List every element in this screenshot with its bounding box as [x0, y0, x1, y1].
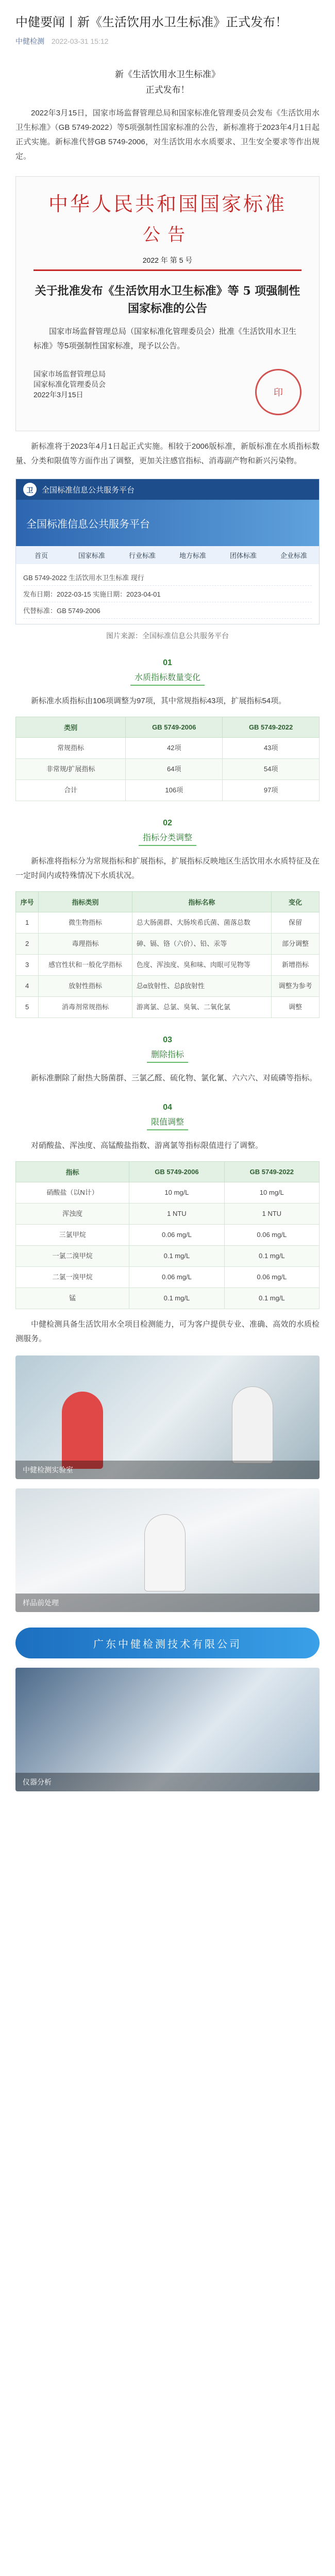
photo-caption: 中健检测实验室	[15, 1461, 320, 1479]
section-label: 指标分类调整	[139, 831, 196, 846]
section-intro: 新标准将指标分为常规指标和扩展指标，扩展指标反映地区生活饮用水水质特征及在一定时间内或特殊情况下水质状况。	[15, 857, 320, 880]
site-banner: 全国标准信息公共服务平台	[16, 500, 319, 546]
technician-figure	[144, 1514, 186, 1591]
article-meta	[15, 36, 320, 46]
table-header: GB 5749-2006	[129, 1162, 224, 1182]
section-number: 01	[163, 658, 172, 667]
notice-kind: 公告	[143, 225, 192, 245]
limit-change-table	[15, 1161, 320, 1309]
section-intro: 新标准删除了耐热大肠菌群、三氯乙醛、硫化物、氯化氰、六六六、对硫磷等指标。	[31, 1074, 317, 1082]
lab-photo	[15, 1355, 320, 1479]
table-header: 指标名称	[132, 892, 271, 912]
notice-headline: 关于批准发布《生活饮用水卫生标准》等 5 项强制性国家标准的公告	[35, 284, 300, 315]
table-row: 锰 0.1 mg/L 0.1 mg/L	[16, 1288, 320, 1309]
lead-line-2: 正式发布！	[145, 85, 190, 95]
notice-body: 国家市场监督管理总局（国家标准化管理委员会）批准《生活饮用水卫生标准》等5项强制性国家标准，现予以公告。	[34, 327, 297, 350]
site-name: 全国标准信息公共服务平台	[42, 485, 135, 495]
table-row: 硝酸盐（以N计） 10 mg/L 10 mg/L	[16, 1182, 320, 1204]
table-row: 非常规/扩展指标 64项 54项	[16, 759, 320, 780]
section-intro: 对硝酸盐、浑浊度、高锰酸盐指数、游离氯等指标限值进行了调整。	[31, 1141, 263, 1150]
notice-signer-2: 国家标准化管理委员会	[34, 380, 106, 388]
section-header-04	[0, 1103, 335, 1130]
section-intro: 新标准水质指标由106项调整为97项，其中常规指标43项，扩展指标54项。	[31, 697, 287, 705]
lab-photo	[15, 1488, 320, 1612]
table-row: 一氯二溴甲烷 0.1 mg/L 0.1 mg/L	[16, 1246, 320, 1267]
site-nav-item[interactable]: 首页	[34, 552, 48, 560]
site-nav-item[interactable]: 企业标准	[280, 552, 307, 560]
site-nav	[16, 546, 319, 564]
section-header-02	[0, 819, 335, 846]
publish-date: 2022-03-31 15:12	[51, 37, 109, 45]
table-row: 2 毒理指标 砷、镉、铬（六价）、铅、汞等 部分调整	[16, 934, 320, 955]
notice-number: 2022 年 第 5 号	[142, 256, 193, 264]
section-header-01	[0, 658, 335, 686]
table-row: 三氯甲烷 0.06 mg/L 0.06 mg/L	[16, 1225, 320, 1246]
section-number: 03	[163, 1036, 172, 1044]
table-row: 4 放射性指标 总α放射性、总β放射性 调整为参考	[16, 976, 320, 997]
table-row: 二氯一溴甲烷 0.06 mg/L 0.06 mg/L	[16, 1267, 320, 1288]
technician-figure	[232, 1386, 273, 1464]
site-row: 发布日期：2022-03-15 实施日期：2023-04-01	[23, 586, 312, 602]
table-header: 指标类别	[39, 892, 132, 912]
table-header: 指标	[16, 1162, 129, 1182]
site-row: 代替标准：GB 5749-2006	[23, 602, 312, 619]
site-nav-item[interactable]: 地方标准	[179, 552, 206, 560]
table-row: 5 消毒剂常规指标 游离氯、总氯、臭氧、二氧化氯 调整	[16, 997, 320, 1018]
site-logo-icon: 卫	[23, 483, 37, 496]
after-notice-paragraph: 新标准将于2023年4月1日起正式实施。相较于2006版标准，新版标准在水质指标数量、分类和限值等方面作出了调整，更加关注感官指标、消毒副产物和新兴污染物。	[15, 442, 320, 465]
table-row: 合计 106项 97项	[16, 780, 320, 801]
company-banner: 广东中健检测技术有限公司	[15, 1628, 320, 1658]
article-title: 中健要闻丨新《生活饮用水卫生标准》正式发布！	[15, 15, 288, 29]
table-header: 类别	[16, 717, 126, 738]
table-header: GB 5749-2022	[224, 1162, 319, 1182]
notice-signature	[34, 369, 301, 415]
table-row: 3 感官性状和一般化学指标 色度、浑浊度、臭和味、肉眼可见物等 新增指标	[16, 955, 320, 976]
site-nav-item[interactable]: 国家标准	[78, 552, 105, 560]
site-row: GB 5749-2022 生活饮用水卫生标准 现行	[23, 569, 312, 586]
indicator-category-table	[15, 891, 320, 1018]
seal-icon: 印	[255, 369, 301, 415]
section-number: 04	[163, 1103, 172, 1112]
closing-paragraph: 中健检测具备生活饮用水全项目检测能力，可为客户提供专业、准确、高效的水质检测服务。	[15, 1320, 320, 1343]
section-label: 限值调整	[147, 1115, 188, 1130]
intro-paragraph: 2022年3月15日，国家市场监督管理总局和国家标准化管理委员会发布《生活饮用水卫生标准》（GB 5749-2022）等5项强制性国家标准的公告，新标准将于2023年4月1日起正式实施。新标准代替GB 5749-2006，对生活饮用水水质要求、卫生安全要求等作出规定。	[15, 109, 320, 161]
website-screenshot	[15, 479, 320, 624]
lead-line-1: 新《生活饮用水卫生标准》	[115, 70, 220, 79]
notice-signer: 国家市场监督管理总局	[34, 370, 106, 378]
site-header	[16, 479, 319, 500]
official-notice	[15, 176, 320, 431]
table-row: 常规指标 42项 43项	[16, 738, 320, 759]
table-row: 浑浊度 1 NTU 1 NTU	[16, 1204, 320, 1225]
table-header: 变化	[271, 892, 319, 912]
site-nav-item[interactable]: 团体标准	[229, 552, 257, 560]
technician-figure	[62, 1392, 103, 1469]
section-header-03	[0, 1036, 335, 1063]
notice-date: 2022年3月15日	[34, 391, 83, 399]
section-label: 删除指标	[147, 1048, 188, 1063]
table-header: 序号	[16, 892, 39, 912]
notice-divider	[34, 269, 301, 271]
section-number: 02	[163, 819, 172, 827]
photo-caption: 仪器分析	[15, 1773, 320, 1791]
lead-block	[15, 67, 320, 98]
table-header: GB 5749-2006	[126, 717, 223, 738]
section-label: 水质指标数量变化	[130, 671, 205, 686]
indicator-count-table	[15, 717, 320, 801]
notice-org: 中华人民共和国国家标准	[48, 193, 287, 215]
table-header: GB 5749-2022	[223, 717, 320, 738]
site-caption: 图片来源：全国标准信息公共服务平台	[106, 632, 229, 640]
photo-caption: 样品前处理	[15, 1594, 320, 1612]
table-row: 1 微生物指标 总大肠菌群、大肠埃希氏菌、菌落总数 保留	[16, 912, 320, 934]
source-link[interactable]: 中健检测	[15, 37, 44, 45]
site-nav-item[interactable]: 行业标准	[128, 552, 156, 560]
lab-photo	[15, 1668, 320, 1791]
